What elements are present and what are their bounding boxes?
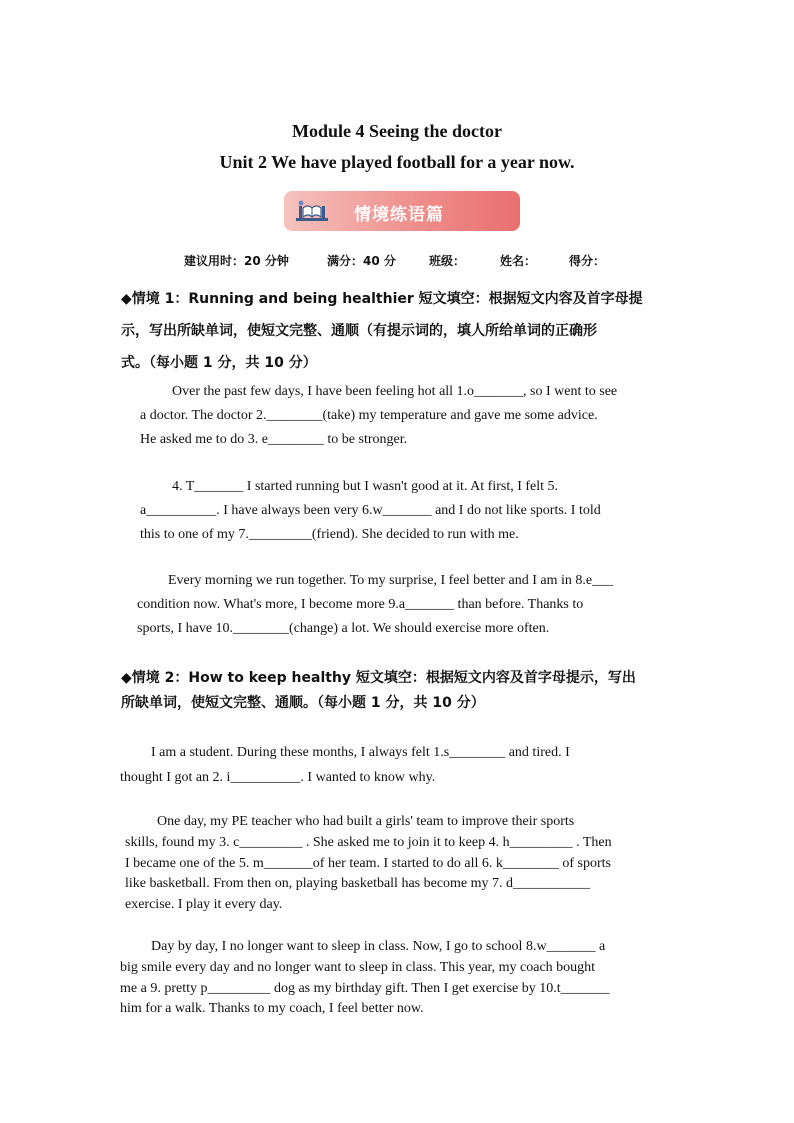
passage-line: I became one of the 5. m_______of her team. I started to do all 6. k________ of sports (125, 856, 611, 871)
passage-line: Day by day, I no longer want to sleep in class. Now, I go to school 8.w_______ a (151, 939, 606, 954)
section-banner (284, 191, 520, 231)
section1-heading-line: ◆情境 1：Running and being healthier 短文填空：根据短文内容及首字母提 (121, 291, 643, 307)
unit-title: Unit 2 We have played football for a year now. (219, 152, 575, 172)
passage-line: I am a student. During these months, I always felt 1.s________ and tired. I (151, 745, 570, 760)
passage-line: skills, found my 3. c_________ . She asked me to join it to keep 4. h_________ . Then (125, 835, 612, 850)
passage-line: like basketball. From then on, playing basketball has become my 7. d___________ (125, 876, 591, 891)
score-label: 满分：40 分 (327, 254, 396, 268)
passage-line: a doctor. The doctor 2.________(take) my temperature and gave me some advice. (140, 408, 598, 423)
book-desk-icon (294, 198, 330, 224)
section2-heading-line: ◆情境 2：How to keep healthy 短文填空：根据短文内容及首字母提示，写出 (121, 670, 636, 686)
passage-line: this to one of my 7._________(friend). She decided to run with me. (140, 527, 519, 542)
section2-heading-line: 所缺单词，使短文完整、通顺。（每小题 1 分，共 10 分） (121, 695, 485, 711)
passage-line: 4. T_______ I started running but I wasn't good at it. At first, I felt 5. (172, 479, 559, 494)
passage-line: One day, my PE teacher who had built a girls' team to improve their sports (157, 814, 575, 829)
section1-heading-line: 式。（每小题 1 分，共 10 分） (121, 355, 317, 371)
passage-line: Over the past few days, I have been feeling hot all 1.o_______, so I went to see (172, 384, 618, 399)
module-title: Module 4 Seeing the doctor (292, 121, 502, 141)
section1-heading-line: 示，写出所缺单词，使短文完整、通顺（有提示词的，填人所给单词的正确形 (121, 323, 597, 339)
banner-text: 情境练语篇 (354, 205, 444, 225)
passage-line: Every morning we run together. To my surprise, I feel better and I am in 8.e___ (168, 573, 614, 588)
passage-line: a__________. I have always been very 6.w_______ and I do not like sports. I told (140, 503, 601, 518)
name-label: 姓名： (500, 254, 537, 268)
passage-line: me a 9. pretty p_________ dog as my birthday gift. Then I get exercise by 10.t_______ (120, 981, 610, 996)
class-label: 班级： (429, 254, 466, 268)
passage-line: exercise. I play it every day. (125, 897, 283, 912)
passage-line: him for a walk. Thanks to my coach, I feel better now. (120, 1001, 424, 1016)
passage-line: He asked me to do 3. e________ to be stronger. (140, 432, 408, 447)
passage-line: sports, I have 10.________(change) a lot. We should exercise more often. (137, 621, 550, 636)
time-label: 建议用时：20 分钟 (184, 254, 289, 268)
passage-line: thought I got an 2. i__________. I wanted to know why. (120, 770, 436, 785)
passage-line: condition now. What's more, I become more 9.a_______ than before. Thanks to (137, 597, 584, 612)
passage-line: big smile every day and no longer want to sleep in class. This year, my coach bought (120, 960, 596, 975)
points-label: 得分： (569, 254, 606, 268)
